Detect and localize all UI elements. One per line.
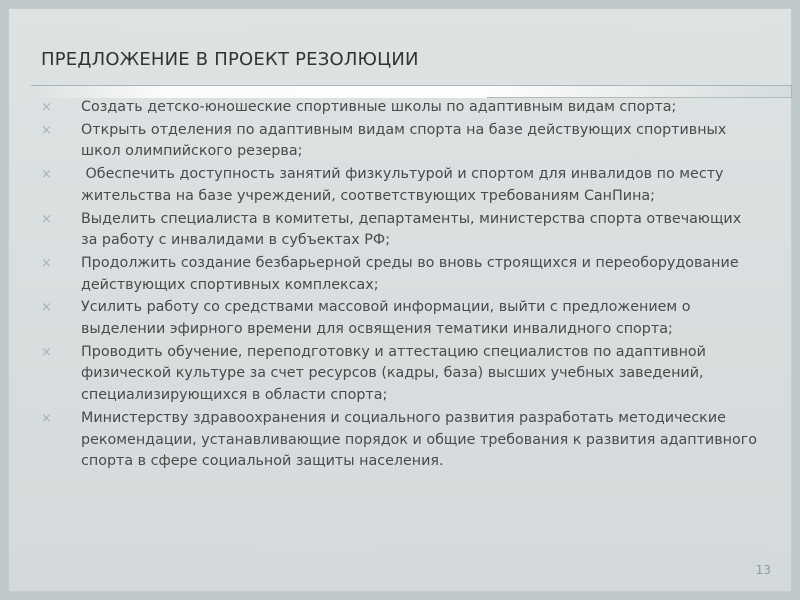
bullet-text: Открыть отделения по адаптивным видам спорта на базе действующих спортивных школ олимпийского резерва; xyxy=(81,121,727,160)
bullet-text: Усилить работу со средствами массовой информации, выйти с предложением о выделении эфирного времени для освящения тематики инвалидного спорта; xyxy=(81,299,691,338)
bullet-text: Проводить обучение, переподготовку и аттестацию специалистов по адаптивной физической культуре за счет ресурсов (кадры, база) высших учебных заведений, специализирующихся в области спорта; xyxy=(81,343,706,404)
bullet-item xyxy=(39,164,759,207)
bullet-item xyxy=(39,120,759,163)
page-number: 13 xyxy=(755,563,771,577)
bullet-item xyxy=(39,253,759,296)
bullet-text: Выделить специалиста в комитеты, департаменты, министерства спорта отвечающих за работу с инвалидами в субъектах РФ; xyxy=(81,210,742,249)
bullet-item xyxy=(39,342,759,407)
bullet-text: Создать детско-юношеские спортивные школы по адаптивным видам спорта; xyxy=(81,99,677,115)
bullet-text: Обеспечить доступность занятий физкультурой и спортом для инвалидов по месту жительства на базе учреждений, соответствующих требованиям СанПина; xyxy=(81,166,729,204)
bullet-x-icon: × xyxy=(41,100,52,115)
bullet-x-icon: × xyxy=(41,211,52,227)
bullet-x-icon: × xyxy=(41,410,52,426)
bullet-text: Продолжить создание безбарьерной среды во вновь строящихся и переоборудование действующих спортивных комплексах; xyxy=(81,254,739,293)
slide xyxy=(8,8,792,592)
bullet-item xyxy=(39,209,759,252)
bullet-item xyxy=(39,408,759,473)
slide-title: ПРЕДЛОЖЕНИЕ В ПРОЕКТ РЕЗОЛЮЦИИ xyxy=(41,49,419,70)
bullet-x-icon: × xyxy=(41,344,52,360)
bullet-x-icon: × xyxy=(41,255,52,271)
bullet-x-icon: × xyxy=(41,167,52,183)
bullet-list xyxy=(39,97,759,474)
bullet-item xyxy=(39,297,759,340)
bullet-text: Министерству здравоохранения и социального развития разработать методические рекомендации, устанавливающие порядок и общие требования к развития адаптивного спорта в сфере социальной защиты населения. xyxy=(81,409,757,470)
bullet-x-icon: × xyxy=(41,300,52,316)
bullet-item xyxy=(39,97,759,119)
bullet-x-icon: × xyxy=(41,122,52,138)
